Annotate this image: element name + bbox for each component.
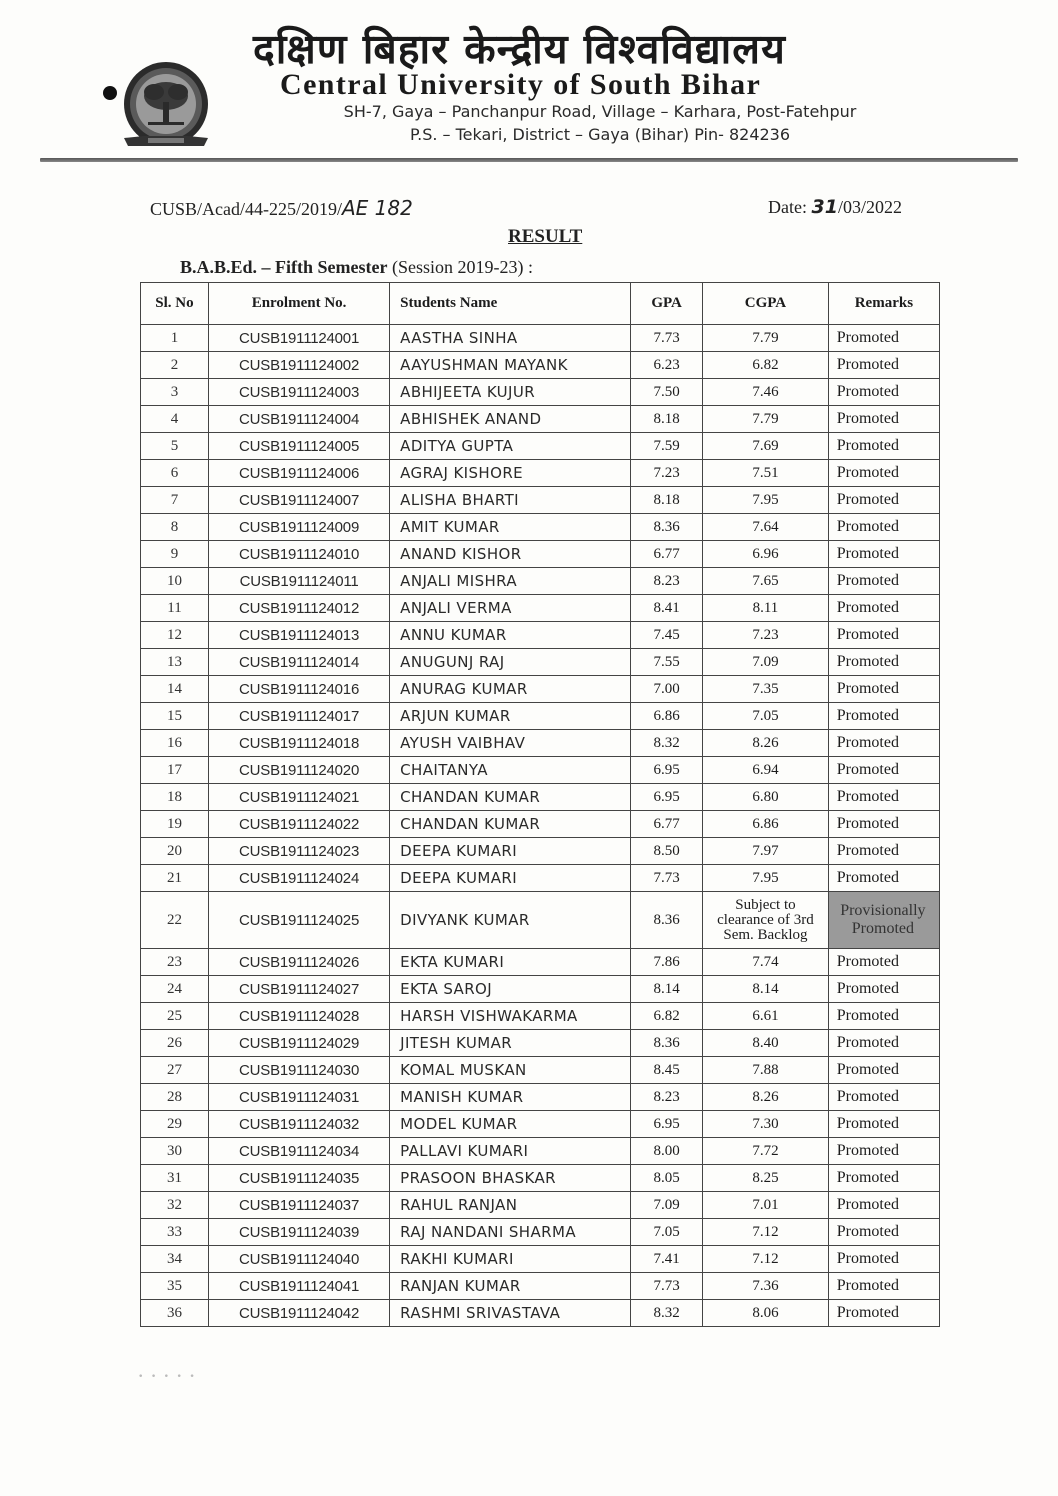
table-row	[141, 406, 940, 433]
cell-student-name: ANAND KISHOR	[390, 541, 631, 568]
cell-gpa: 8.36	[631, 892, 703, 949]
table-row	[141, 1057, 940, 1084]
cell-student-name: CHANDAN KUMAR	[390, 811, 631, 838]
table-row	[141, 1246, 940, 1273]
cell-student-name: HARSH VISHWAKARMA	[390, 1003, 631, 1030]
cell-student-name: PALLAVI KUMARI	[390, 1138, 631, 1165]
cell-enrolment: CUSB1911124032	[208, 1111, 389, 1138]
cell-enrolment: CUSB1911124004	[208, 406, 389, 433]
table-row	[141, 1219, 940, 1246]
cell-enrolment: CUSB1911124018	[208, 730, 389, 757]
cell-sl-no: 23	[141, 949, 209, 976]
cell-sl-no: 34	[141, 1246, 209, 1273]
cell-enrolment: CUSB1911124014	[208, 649, 389, 676]
cell-remarks: Promoted	[828, 325, 939, 352]
cell-gpa: 6.82	[631, 1003, 703, 1030]
cell-cgpa-note	[703, 892, 829, 949]
cell-sl-no: 28	[141, 1084, 209, 1111]
cell-enrolment: CUSB1911124020	[208, 757, 389, 784]
cell-cgpa: 7.72	[703, 1138, 829, 1165]
cell-sl-no: 31	[141, 1165, 209, 1192]
table-row	[141, 325, 940, 352]
address-line-2: P.S. – Tekari, District – Gaya (Bihar) Pin- 824236	[409, 125, 791, 144]
university-name-english: Central University of South Bihar	[280, 68, 762, 101]
cell-remarks: Promoted	[828, 1084, 939, 1111]
cell-cgpa: 6.82	[703, 352, 829, 379]
cell-sl-no: 33	[141, 1219, 209, 1246]
table-row	[141, 541, 940, 568]
cell-cgpa: 7.64	[703, 514, 829, 541]
cell-cgpa: 8.26	[703, 730, 829, 757]
cell-cgpa: 8.11	[703, 595, 829, 622]
cell-student-name: RAJ NANDANI SHARMA	[390, 1219, 631, 1246]
cell-enrolment: CUSB1911124009	[208, 514, 389, 541]
cell-remarks: Promoted	[828, 1111, 939, 1138]
cell-sl-no: 13	[141, 649, 209, 676]
table-row	[141, 865, 940, 892]
course-heading	[180, 257, 533, 278]
table-row	[141, 757, 940, 784]
table-row	[141, 1165, 940, 1192]
table-row	[141, 595, 940, 622]
cell-enrolment: CUSB1911124021	[208, 784, 389, 811]
cell-remarks: Promoted	[828, 811, 939, 838]
cell-enrolment: CUSB1911124037	[208, 1192, 389, 1219]
cell-enrolment: CUSB1911124034	[208, 1138, 389, 1165]
cell-gpa: 8.18	[631, 406, 703, 433]
cell-sl-no: 2	[141, 352, 209, 379]
cell-student-name: AYUSH VAIBHAV	[390, 730, 631, 757]
table-row	[141, 514, 940, 541]
cell-sl-no: 4	[141, 406, 209, 433]
cell-student-name: AASTHA SINHA	[390, 325, 631, 352]
cell-cgpa: 8.06	[703, 1300, 829, 1327]
cell-gpa: 8.23	[631, 1084, 703, 1111]
header-enrolment: Enrolment No.	[208, 283, 389, 325]
table-row	[141, 730, 940, 757]
cell-cgpa: 6.80	[703, 784, 829, 811]
cell-cgpa: 7.97	[703, 838, 829, 865]
cell-student-name: ARJUN KUMAR	[390, 703, 631, 730]
cell-remarks: Promoted	[828, 1165, 939, 1192]
cell-gpa: 7.00	[631, 676, 703, 703]
cell-sl-no: 32	[141, 1192, 209, 1219]
cell-student-name: JITESH KUMAR	[390, 1030, 631, 1057]
remarks-line: Promoted	[851, 920, 914, 937]
cgpa-note-line: clearance of 3rd	[717, 911, 814, 928]
cell-remarks: Promoted	[828, 976, 939, 1003]
table-row	[141, 379, 940, 406]
cell-gpa: 7.09	[631, 1192, 703, 1219]
cell-cgpa: 7.95	[703, 865, 829, 892]
cell-gpa: 7.05	[631, 1219, 703, 1246]
header-student-name: Students Name	[390, 283, 631, 325]
table-row	[141, 892, 940, 949]
cgpa-note-line: Sem. Backlog	[723, 926, 808, 943]
cell-student-name: RAHUL RANJAN	[390, 1192, 631, 1219]
cell-cgpa: 7.35	[703, 676, 829, 703]
remarks-line: Provisionally	[840, 902, 926, 919]
cell-student-name: RASHMI SRIVASTAVA	[390, 1300, 631, 1327]
cell-sl-no: 24	[141, 976, 209, 1003]
cell-student-name: ANJALI VERMA	[390, 595, 631, 622]
cell-student-name: RANJAN KUMAR	[390, 1273, 631, 1300]
cell-student-name: ANJALI MISHRA	[390, 568, 631, 595]
cell-remarks: Promoted	[828, 1192, 939, 1219]
cell-student-name: DEEPA KUMARI	[390, 865, 631, 892]
cell-enrolment: CUSB1911124030	[208, 1057, 389, 1084]
reference-number	[150, 196, 413, 220]
cell-sl-no: 5	[141, 433, 209, 460]
cell-sl-no: 16	[141, 730, 209, 757]
cell-sl-no: 30	[141, 1138, 209, 1165]
cell-gpa: 7.73	[631, 1273, 703, 1300]
cell-enrolment: CUSB1911124042	[208, 1300, 389, 1327]
table-row	[141, 703, 940, 730]
cell-sl-no: 25	[141, 1003, 209, 1030]
table-row	[141, 622, 940, 649]
cell-sl-no: 11	[141, 595, 209, 622]
cell-remarks: Promoted	[828, 1030, 939, 1057]
cell-remarks: Promoted	[828, 460, 939, 487]
cell-enrolment: CUSB1911124017	[208, 703, 389, 730]
cell-gpa: 8.05	[631, 1165, 703, 1192]
header-cgpa: CGPA	[703, 283, 829, 325]
cell-remarks: Promoted	[828, 379, 939, 406]
cell-sl-no: 14	[141, 676, 209, 703]
table-row	[141, 949, 940, 976]
table-row	[141, 1003, 940, 1030]
cell-student-name: ABHISHEK ANAND	[390, 406, 631, 433]
cell-cgpa: 7.74	[703, 949, 829, 976]
cell-sl-no: 27	[141, 1057, 209, 1084]
cell-cgpa: 7.79	[703, 325, 829, 352]
cell-cgpa: 6.96	[703, 541, 829, 568]
cell-remarks: Promoted	[828, 433, 939, 460]
cell-gpa: 7.50	[631, 379, 703, 406]
cell-enrolment: CUSB1911124028	[208, 1003, 389, 1030]
course-session: (Session 2019-23) :	[391, 257, 533, 277]
cell-gpa: 7.73	[631, 325, 703, 352]
cell-enrolment: CUSB1911124010	[208, 541, 389, 568]
cell-student-name: AMIT KUMAR	[390, 514, 631, 541]
cell-gpa: 6.95	[631, 757, 703, 784]
cell-gpa: 6.95	[631, 1111, 703, 1138]
cell-enrolment: CUSB1911124029	[208, 1030, 389, 1057]
cell-cgpa: 8.25	[703, 1165, 829, 1192]
issue-date	[768, 196, 902, 218]
cell-gpa: 8.32	[631, 730, 703, 757]
cell-gpa: 6.77	[631, 811, 703, 838]
cell-student-name: ANNU KUMAR	[390, 622, 631, 649]
date-label: Date:	[768, 197, 807, 217]
cell-student-name: MODEL KUMAR	[390, 1111, 631, 1138]
cell-cgpa: 7.88	[703, 1057, 829, 1084]
cell-cgpa: 6.94	[703, 757, 829, 784]
cell-sl-no: 3	[141, 379, 209, 406]
cell-remarks: Promoted	[828, 595, 939, 622]
cell-sl-no: 8	[141, 514, 209, 541]
cell-sl-no: 20	[141, 838, 209, 865]
cell-enrolment: CUSB1911124005	[208, 433, 389, 460]
cell-gpa: 7.41	[631, 1246, 703, 1273]
cell-remarks: Promoted	[828, 1273, 939, 1300]
cell-sl-no: 12	[141, 622, 209, 649]
cell-gpa: 7.86	[631, 949, 703, 976]
cell-student-name: RAKHI KUMARI	[390, 1246, 631, 1273]
cell-remarks: Promoted	[828, 949, 939, 976]
cell-remarks: Promoted	[828, 1138, 939, 1165]
cell-cgpa: 7.12	[703, 1219, 829, 1246]
table-row	[141, 433, 940, 460]
cell-remarks: Promoted	[828, 784, 939, 811]
cell-gpa: 8.18	[631, 487, 703, 514]
cell-student-name: DIVYANK KUMAR	[390, 892, 631, 949]
table-row	[141, 649, 940, 676]
cell-student-name: DEEPA KUMARI	[390, 838, 631, 865]
cell-gpa: 7.59	[631, 433, 703, 460]
cell-student-name: ABHIJEETA KUJUR	[390, 379, 631, 406]
cell-enrolment: CUSB1911124022	[208, 811, 389, 838]
cell-cgpa: 7.05	[703, 703, 829, 730]
cell-remarks: Promoted	[828, 757, 939, 784]
cell-student-name: AGRAJ KISHORE	[390, 460, 631, 487]
cell-enrolment: CUSB1911124016	[208, 676, 389, 703]
cell-student-name: AAYUSHMAN MAYANK	[390, 352, 631, 379]
table-row	[141, 1273, 940, 1300]
cell-student-name: MANISH KUMAR	[390, 1084, 631, 1111]
cell-gpa: 6.95	[631, 784, 703, 811]
cell-gpa: 8.23	[631, 568, 703, 595]
header-remarks: Remarks	[828, 283, 939, 325]
cell-sl-no: 29	[141, 1111, 209, 1138]
university-address	[250, 100, 950, 146]
cell-cgpa: 7.09	[703, 649, 829, 676]
result-heading: RESULT	[508, 226, 583, 247]
table-row	[141, 460, 940, 487]
table-row	[141, 676, 940, 703]
table-row	[141, 811, 940, 838]
cell-gpa: 8.45	[631, 1057, 703, 1084]
table-row	[141, 487, 940, 514]
cell-sl-no: 17	[141, 757, 209, 784]
cell-gpa: 8.36	[631, 1030, 703, 1057]
university-seal-tree-icon	[118, 58, 214, 154]
cell-gpa: 7.23	[631, 460, 703, 487]
scan-footer-mark: • • • • •	[138, 1372, 196, 1382]
cell-student-name: ADITYA GUPTA	[390, 433, 631, 460]
cell-sl-no: 1	[141, 325, 209, 352]
cell-cgpa: 7.36	[703, 1273, 829, 1300]
cell-remarks: Promoted	[828, 676, 939, 703]
cell-enrolment: CUSB1911124023	[208, 838, 389, 865]
cell-student-name: PRASOON BHASKAR	[390, 1165, 631, 1192]
cell-enrolment: CUSB1911124035	[208, 1165, 389, 1192]
cell-cgpa: 7.46	[703, 379, 829, 406]
cell-enrolment: CUSB1911124002	[208, 352, 389, 379]
cell-gpa: 7.45	[631, 622, 703, 649]
cell-gpa: 6.77	[631, 541, 703, 568]
cell-sl-no: 36	[141, 1300, 209, 1327]
cell-sl-no: 21	[141, 865, 209, 892]
cell-gpa: 6.86	[631, 703, 703, 730]
cell-cgpa: 7.65	[703, 568, 829, 595]
cell-student-name: EKTA SAROJ	[390, 976, 631, 1003]
reference-handwritten: AE 182	[342, 196, 413, 220]
table-row	[141, 838, 940, 865]
table-row	[141, 568, 940, 595]
cell-enrolment: CUSB1911124006	[208, 460, 389, 487]
result-table	[140, 282, 940, 1327]
cell-enrolment: CUSB1911124013	[208, 622, 389, 649]
cell-remarks: Promoted	[828, 1219, 939, 1246]
cell-cgpa: 7.51	[703, 460, 829, 487]
cell-student-name: ANUGUNJ RAJ	[390, 649, 631, 676]
cell-enrolment: CUSB1911124040	[208, 1246, 389, 1273]
cell-gpa: 7.55	[631, 649, 703, 676]
cell-cgpa: 7.79	[703, 406, 829, 433]
cell-remarks: Promoted	[828, 649, 939, 676]
cell-remarks: Promoted	[828, 1246, 939, 1273]
cell-remarks: Promoted	[828, 514, 939, 541]
cell-enrolment: CUSB1911124024	[208, 865, 389, 892]
cell-cgpa: 7.30	[703, 1111, 829, 1138]
cell-sl-no: 9	[141, 541, 209, 568]
cell-sl-no: 6	[141, 460, 209, 487]
cell-enrolment: CUSB1911124041	[208, 1273, 389, 1300]
cell-student-name: CHAITANYA	[390, 757, 631, 784]
letterhead-divider	[40, 158, 1018, 162]
cell-remarks: Promoted	[828, 838, 939, 865]
cell-student-name: ALISHA BHARTI	[390, 487, 631, 514]
cell-gpa: 8.00	[631, 1138, 703, 1165]
cell-sl-no: 10	[141, 568, 209, 595]
cell-student-name: EKTA KUMARI	[390, 949, 631, 976]
cell-student-name: KOMAL MUSKAN	[390, 1057, 631, 1084]
course-name: B.A.B.Ed. – Fifth Semester	[180, 257, 388, 277]
cell-cgpa: 7.12	[703, 1246, 829, 1273]
cell-enrolment: CUSB1911124031	[208, 1084, 389, 1111]
table-row	[141, 976, 940, 1003]
cell-remarks: Promoted	[828, 487, 939, 514]
result-table-body	[141, 325, 940, 1327]
cell-enrolment: CUSB1911124003	[208, 379, 389, 406]
cell-remarks: Promoted	[828, 406, 939, 433]
reference-printed: CUSB/Acad/44-225/2019/	[150, 199, 342, 219]
cell-cgpa: 7.23	[703, 622, 829, 649]
cell-cgpa: 6.61	[703, 1003, 829, 1030]
table-row	[141, 352, 940, 379]
cell-cgpa: 8.26	[703, 1084, 829, 1111]
cell-sl-no: 18	[141, 784, 209, 811]
punch-hole-mark	[103, 86, 117, 100]
cell-cgpa: 6.86	[703, 811, 829, 838]
table-row	[141, 1138, 940, 1165]
cell-remarks: Promoted	[828, 865, 939, 892]
cell-gpa: 8.32	[631, 1300, 703, 1327]
table-row	[141, 1084, 940, 1111]
cell-cgpa: 8.40	[703, 1030, 829, 1057]
date-day-handwritten: 31	[811, 196, 838, 218]
cell-cgpa: 7.01	[703, 1192, 829, 1219]
cell-remarks: Promoted	[828, 352, 939, 379]
cell-enrolment: CUSB1911124039	[208, 1219, 389, 1246]
table-header-row	[141, 283, 940, 325]
cell-enrolment: CUSB1911124011	[208, 568, 389, 595]
cell-enrolment: CUSB1911124026	[208, 949, 389, 976]
cell-gpa: 7.73	[631, 865, 703, 892]
header-sl-no: Sl. No	[141, 283, 209, 325]
cgpa-note-line: Subject to	[735, 896, 796, 913]
cell-remarks: Promoted	[828, 1300, 939, 1327]
cell-remarks: Promoted	[828, 568, 939, 595]
cell-remarks-provisional	[828, 892, 939, 949]
cell-remarks: Promoted	[828, 1057, 939, 1084]
table-row	[141, 1111, 940, 1138]
cell-sl-no: 22	[141, 892, 209, 949]
cell-sl-no: 35	[141, 1273, 209, 1300]
cell-gpa: 8.41	[631, 595, 703, 622]
cell-sl-no: 15	[141, 703, 209, 730]
cell-remarks: Promoted	[828, 1003, 939, 1030]
table-row	[141, 784, 940, 811]
cell-remarks: Promoted	[828, 541, 939, 568]
cell-sl-no: 7	[141, 487, 209, 514]
cell-sl-no: 19	[141, 811, 209, 838]
cell-remarks: Promoted	[828, 622, 939, 649]
cell-student-name: CHANDAN KUMAR	[390, 784, 631, 811]
header-gpa: GPA	[631, 283, 703, 325]
date-rest: /03/2022	[837, 197, 902, 217]
cell-sl-no: 26	[141, 1030, 209, 1057]
cell-gpa: 8.36	[631, 514, 703, 541]
cell-enrolment: CUSB1911124001	[208, 325, 389, 352]
cell-enrolment: CUSB1911124027	[208, 976, 389, 1003]
cell-gpa: 8.14	[631, 976, 703, 1003]
cell-cgpa: 7.95	[703, 487, 829, 514]
table-row	[141, 1300, 940, 1327]
cell-cgpa: 7.69	[703, 433, 829, 460]
cell-enrolment: CUSB1911124025	[208, 892, 389, 949]
university-name-hindi: दक्षिण बिहार केन्द्रीय विश्वविद्यालय	[253, 25, 786, 73]
cell-cgpa: 8.14	[703, 976, 829, 1003]
table-row	[141, 1192, 940, 1219]
table-row	[141, 1030, 940, 1057]
cell-remarks: Promoted	[828, 703, 939, 730]
cell-enrolment: CUSB1911124012	[208, 595, 389, 622]
cell-student-name: ANURAG KUMAR	[390, 676, 631, 703]
cell-remarks: Promoted	[828, 730, 939, 757]
address-line-1: SH-7, Gaya – Panchanpur Road, Village – Karhara, Post-Fatehpur	[343, 102, 857, 121]
cell-enrolment: CUSB1911124007	[208, 487, 389, 514]
cell-gpa: 8.50	[631, 838, 703, 865]
cell-gpa: 6.23	[631, 352, 703, 379]
